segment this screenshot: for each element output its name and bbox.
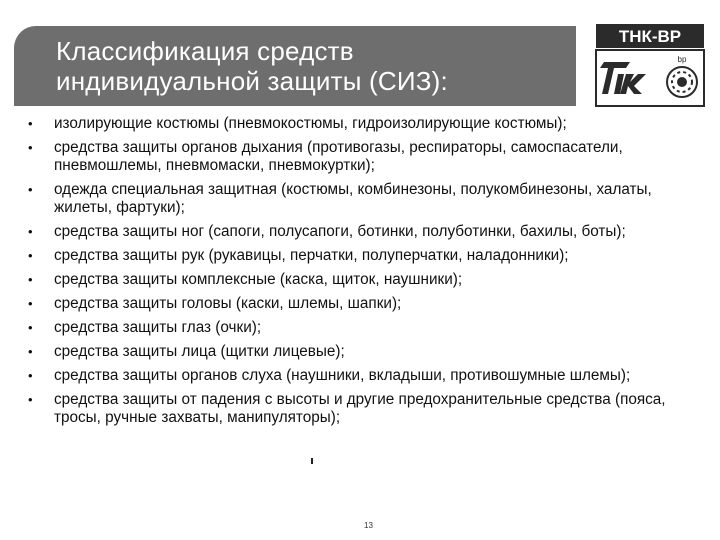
slide-title [56, 36, 448, 96]
bullet: • [28, 344, 33, 359]
bullet: • [28, 140, 33, 155]
slide-title-line-1: Классификация средств [56, 36, 354, 66]
list-item [24, 271, 704, 289]
list-item-text: изолирующие костюмы (пневмокостюмы, гидроизолирующие костюмы); [54, 115, 567, 132]
bullet: • [28, 392, 33, 407]
bullet: • [28, 116, 33, 131]
list-item-text: средства защиты от падения с высоты и другие предохранительные средства (пояса, тросы, ручные захваты, манипуляторы); [54, 391, 666, 426]
bullet: • [28, 272, 33, 287]
bullet: • [28, 296, 33, 311]
logo-brand-text: ТНК-ВР [618, 27, 682, 46]
list-item [24, 247, 704, 265]
list-item-text: средства защиты глаз (очки); [54, 319, 262, 336]
list-item [24, 139, 704, 175]
list-item-text: средства защиты головы (каски, шлемы, шапки); [54, 295, 402, 312]
logo-body [596, 50, 704, 106]
bullet: • [28, 224, 33, 239]
list-item-text: средства защиты лица (щитки лицевые); [54, 343, 345, 360]
title-box [14, 26, 576, 106]
siz-classification-list [24, 115, 704, 433]
list-item-text: средства защиты органов слуха (наушники, вкладыши, противошумные шлемы); [54, 367, 631, 384]
list-item [24, 367, 704, 385]
bullet: • [28, 248, 33, 263]
title-band [0, 0, 720, 106]
list-item-text: средства защиты комплексные (каска, щиток, наушники); [54, 271, 463, 288]
bullet: • [28, 182, 33, 197]
list-item [24, 223, 704, 241]
list-item [24, 115, 704, 133]
slide-title-line-2: индивидуальной защиты (СИЗ): [56, 66, 448, 96]
list-item-text: одежда специальная защитная (костюмы, комбинезоны, полукомбинезоны, халаты, жилеты, фартуки); [54, 181, 652, 216]
list-item [24, 343, 704, 361]
bullet: • [28, 320, 33, 335]
tnk-bp-logo [590, 22, 708, 108]
list-item-text: средства защиты рук (рукавицы, перчатки, полуперчатки, наладонники); [54, 247, 569, 264]
list-item [24, 295, 704, 313]
list-item-text: средства защиты ног (сапоги, полусапоги, ботинки, полуботинки, бахилы, боты); [54, 223, 626, 240]
list-item [24, 319, 704, 337]
logo-sub-text: bp [677, 55, 687, 64]
list-item-text: средства защиты органов дыхания (противогазы, респираторы, самоспасатели, пневмошлемы, пневмомаски, пневмокуртки); [54, 139, 623, 174]
list-item [24, 181, 704, 217]
stray-mark [311, 458, 313, 464]
bullet: • [28, 368, 33, 383]
page-number: 13 [364, 521, 373, 530]
list-item [24, 391, 704, 427]
